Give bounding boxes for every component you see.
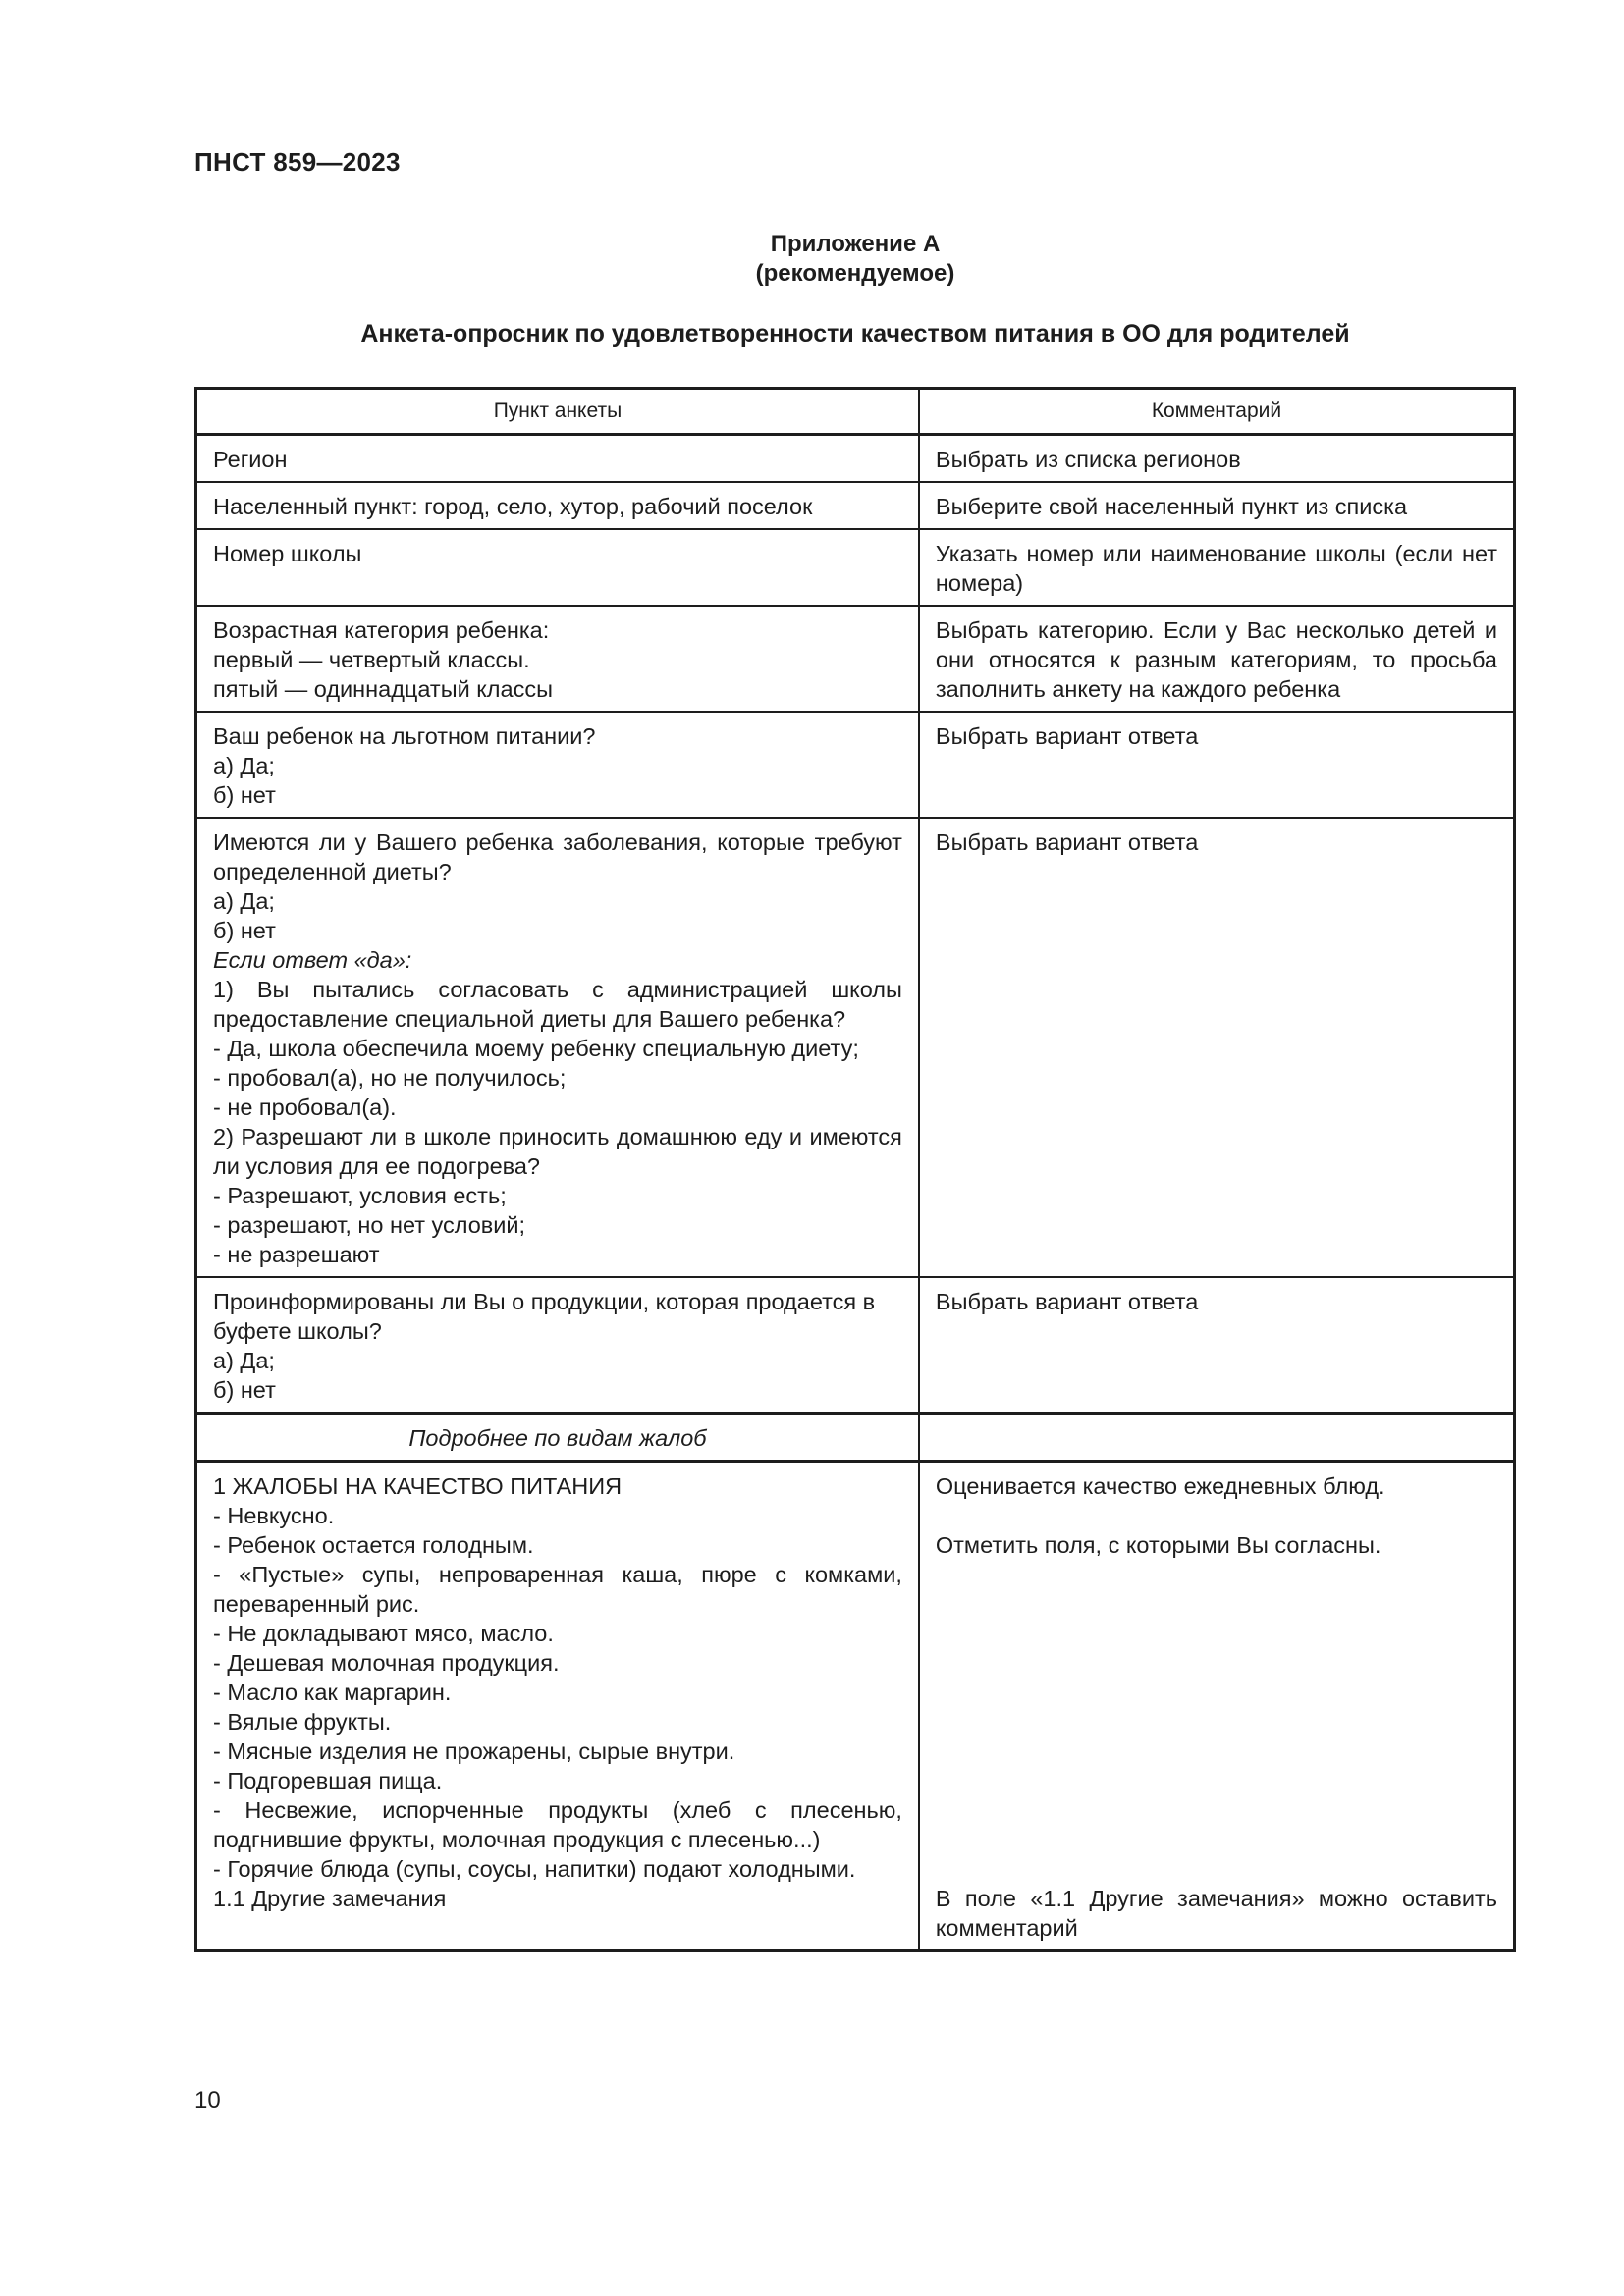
comment-text: Выбрать вариант ответа: [935, 1289, 1199, 1314]
item-text: Проинформированы ли Вы о продукции, которая продается в буфете школы?: [213, 1289, 876, 1344]
spacer: [936, 1619, 1497, 1648]
section-label: Подробнее по видам жалоб: [196, 1414, 919, 1462]
complaint-item: - Ребенок остается голодным.: [213, 1532, 534, 1558]
comment-cell: [919, 1277, 1515, 1414]
table-row: [196, 529, 1515, 606]
comment-cell: [919, 435, 1515, 483]
comment-cell: [919, 606, 1515, 712]
page-number: 10: [194, 2087, 221, 2113]
comment-text: Выбрать вариант ответа: [935, 723, 1199, 749]
appendix-heading: [194, 230, 1516, 289]
item-text: Населенный пункт: город, село, хутор, рабочий поселок: [213, 494, 813, 519]
item-text: Возрастная категория ребенка:: [213, 617, 550, 643]
item-cell: [196, 712, 919, 818]
comment-cell: [919, 818, 1515, 1277]
section-empty-cell: [919, 1414, 1515, 1462]
item-text: а) Да;: [213, 888, 275, 914]
item-cell: [196, 1462, 919, 1951]
complaint-item: - Дешевая молочная продукция.: [213, 1650, 560, 1676]
table-row: [196, 1462, 1515, 1951]
item-text: Имеются ли у Вашего ребенка заболевания, которые требуют определенной диеты?: [213, 829, 902, 884]
comment-text: Указать номер или наименование школы (если нет номера): [935, 541, 1497, 596]
spacer: [936, 1766, 1497, 1795]
item-cell: [196, 818, 919, 1277]
complaint-item: - Подгоревшая пища.: [213, 1768, 443, 1793]
item-text: - Разрешают, условия есть;: [213, 1183, 507, 1208]
item-text: б) нет: [213, 918, 276, 943]
item-text: а) Да;: [213, 753, 275, 778]
spacer: [936, 1560, 1497, 1589]
spacer: [936, 1795, 1497, 1825]
complaints-heading: 1 ЖАЛОБЫ НА КАЧЕСТВО ПИТАНИЯ: [213, 1473, 623, 1499]
item-cell: [196, 529, 919, 606]
complaint-item: - Невкусно.: [213, 1503, 335, 1528]
table-row: [196, 818, 1515, 1277]
comment-quality: Оценивается качество ежедневных блюд.: [935, 1473, 1385, 1499]
item-text: Если ответ «да»:: [213, 947, 412, 973]
item-text: - разрешают, но нет условий;: [213, 1212, 526, 1238]
item-text: - Да, школа обеспечила моему ребенку специальную диету;: [213, 1036, 859, 1061]
table-row: [196, 1277, 1515, 1414]
complaint-item: - Масло как маргарин.: [213, 1680, 452, 1705]
spacer: [936, 1854, 1497, 1884]
comment-cell: [919, 482, 1515, 529]
comment-mark: Отметить поля, с которыми Вы согласны.: [935, 1532, 1381, 1558]
item-text: б) нет: [213, 782, 276, 808]
item-cell: [196, 606, 919, 712]
spacer: [936, 1825, 1497, 1854]
comment-cell: [919, 712, 1515, 818]
column-header-item: Пункт анкеты: [196, 389, 919, 435]
complaint-item: - «Пустые» супы, непроваренная каша, пюре с комками, переваренный рис.: [213, 1562, 902, 1617]
complaint-item: - Вялые фрукты.: [213, 1709, 392, 1735]
comment-other: В поле «1.1 Другие замечания» можно оставить комментарий: [935, 1886, 1497, 1941]
item-text: 2) Разрешают ли в школе приносить домашнюю еду и имеются ли условия для ее подогрева?: [213, 1124, 902, 1179]
item-text: а) Да;: [213, 1348, 275, 1373]
spacer: [936, 1707, 1497, 1736]
comment-text: Выбрать категорию. Если у Вас несколько детей и они относятся к разным категориям, то просьба заполнить анкету на каждого ребенка: [935, 617, 1497, 702]
table-header-row: [196, 389, 1515, 435]
table-row: [196, 482, 1515, 529]
item-cell: [196, 1277, 919, 1414]
complaint-item: - Несвежие, испорченные продукты (хлеб с плесенью, подгнившие фрукты, молочная продукция с плесенью...): [213, 1797, 902, 1852]
item-text: пятый — одиннадцатый классы: [213, 676, 553, 702]
item-text: - пробовал(а), но не получилось;: [213, 1065, 567, 1091]
section-row: [196, 1414, 1515, 1462]
document-title: Анкета-опросник по удовлетворенности качеством питания в ОО для родителей: [360, 320, 1350, 347]
item-text: Регион: [213, 447, 288, 472]
item-cell: [196, 435, 919, 483]
spacer: [936, 1501, 1497, 1530]
spacer: [936, 1648, 1497, 1678]
table-row: [196, 435, 1515, 483]
spacer: [936, 1589, 1497, 1619]
comment-cell: [919, 529, 1515, 606]
spacer: [936, 1736, 1497, 1766]
comment-cell: [919, 1462, 1515, 1951]
survey-table: [194, 387, 1516, 1952]
complaint-item: - Горячие блюда (супы, соусы, напитки) подают холодными.: [213, 1856, 856, 1882]
other-remarks-item: 1.1 Другие замечания: [213, 1886, 447, 1911]
item-text: 1) Вы пытались согласовать с администрацией школы предоставление специальной диеты для Вашего ребенка?: [213, 977, 902, 1032]
appendix-title: Приложение А: [770, 231, 941, 257]
item-text: Ваш ребенок на льготном питании?: [213, 723, 596, 749]
comment-text: Выбрать вариант ответа: [935, 829, 1199, 855]
item-text: - не пробовал(а).: [213, 1095, 397, 1120]
column-header-comment: Комментарий: [919, 389, 1515, 435]
item-text: б) нет: [213, 1377, 276, 1403]
appendix-subtitle: (рекомендуемое): [755, 260, 955, 287]
complaint-item: - Мясные изделия не прожарены, сырые внутри.: [213, 1738, 735, 1764]
standard-code: ПНСТ 859—2023: [194, 147, 401, 177]
spacer: [936, 1678, 1497, 1707]
item-text: первый — четвертый классы.: [213, 647, 530, 672]
comment-text: Выберите свой населенный пункт из списка: [935, 494, 1408, 519]
comment-text: Выбрать из списка регионов: [935, 447, 1241, 472]
item-text: Номер школы: [213, 541, 362, 566]
complaint-item: - Не докладывают мясо, масло.: [213, 1621, 554, 1646]
table-row: [196, 712, 1515, 818]
item-text: - не разрешают: [213, 1242, 380, 1267]
item-cell: [196, 482, 919, 529]
table-row: [196, 606, 1515, 712]
